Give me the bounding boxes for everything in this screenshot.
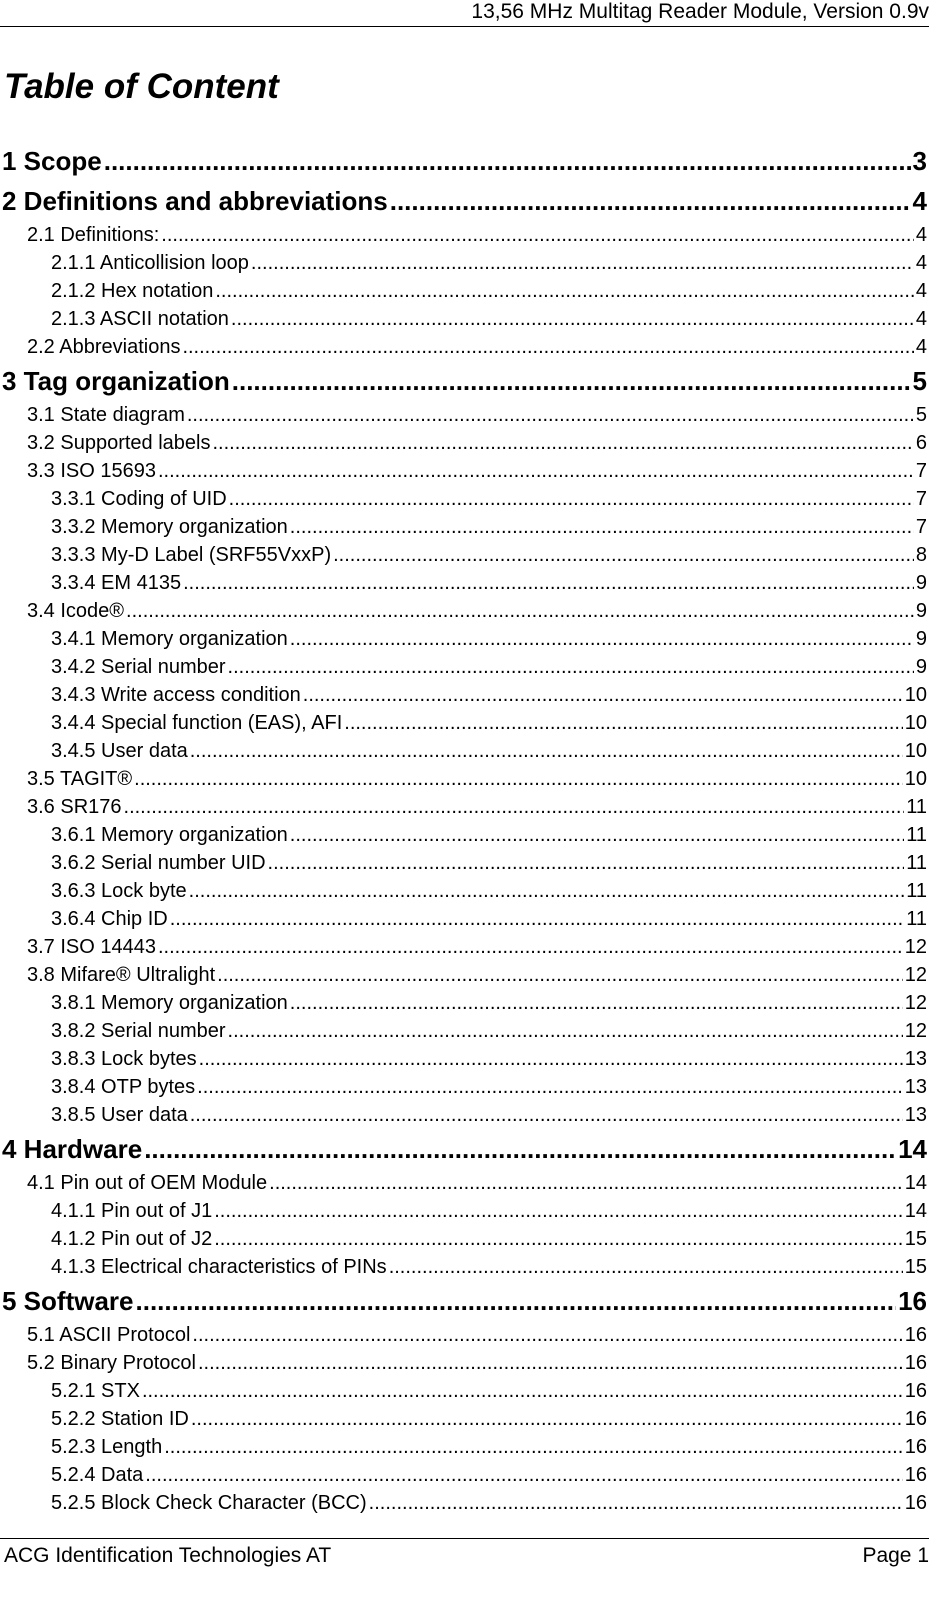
toc-entry[interactable] [0,362,927,402]
toc-entry-title: 5.2.3 Length [51,1436,163,1458]
toc-entry-title: 3.3.4 EM 4135 [51,572,182,594]
toc-dot-leader [182,334,913,361]
toc-entry-page-number: 9 [915,656,927,678]
toc-entry-page-number: 5 [915,404,927,426]
toc-entry-page-number: 10 [904,768,927,790]
toc-entry-title: 2 Definitions and abbreviations [2,186,388,216]
toc-dot-leader [190,1102,903,1129]
toc-entry-title: 5.2 Binary Protocol [27,1352,196,1374]
toc-dot-leader [268,850,905,877]
toc-entry-title: 3.8.4 OTP bytes [51,1076,196,1098]
toc-entry[interactable] [0,682,927,710]
toc-entry[interactable] [0,1130,927,1170]
toc-dot-leader [190,738,903,765]
toc-dot-leader [183,570,914,597]
toc-entry-title: 3.8.1 Memory organization [51,992,288,1014]
toc-dot-leader [290,822,904,849]
toc-entry-page-number: 13 [904,1048,927,1070]
toc-entry-page-number: 9 [915,628,927,650]
toc-dot-leader [217,962,903,989]
toc-dot-leader [191,1406,903,1433]
toc-entry[interactable] [0,1046,927,1074]
toc-entry[interactable] [0,1490,927,1518]
toc-dot-leader [187,402,914,429]
toc-entry-page-number: 16 [904,1464,927,1486]
toc-entry[interactable] [0,1198,927,1226]
toc-entry[interactable] [0,906,927,934]
toc-entry-page-number: 4 [915,336,927,358]
toc-entry-page-number: 14 [898,1134,927,1164]
toc-entry-title: 3.3.1 Coding of UID [51,488,227,510]
toc-entry-title: 4.1 Pin out of OEM Module [27,1172,268,1194]
toc-entry-page-number: 15 [904,1256,927,1278]
toc-entry-title: 3.6 SR176 [27,796,122,818]
toc-entry-page-number: 16 [904,1352,927,1374]
toc-entry[interactable] [0,1434,927,1462]
toc-dot-leader [197,1074,903,1101]
toc-entry[interactable] [0,738,927,766]
toc-entry-page-number: 4 [915,280,927,302]
toc-dot-leader [192,1322,902,1349]
toc-entry[interactable] [0,878,927,906]
toc-entry[interactable] [0,1226,927,1254]
toc-entry-title: 2.1.1 Anticollision loop [51,252,249,274]
toc-entry-page-number: 12 [904,992,927,1014]
toc-entry[interactable] [0,794,927,822]
toc-entry[interactable] [0,1462,927,1490]
toc-entry-page-number: 7 [915,488,927,510]
toc-dot-leader [290,990,903,1017]
toc-dot-leader [161,222,914,249]
toc-entry-title: 1 Scope [2,146,102,176]
toc-entry-page-number: 7 [915,460,927,482]
page-title: Table of Content [4,67,279,106]
toc-entry[interactable] [0,962,927,990]
toc-entry-title: 3.4.2 Serial number [51,656,226,678]
toc-entry-title: 3.5 TAGIT® [27,768,133,790]
toc-entry-title: 3.3.3 My-D Label (SRF55VxxP) [51,544,332,566]
toc-entry-page-number: 16 [904,1436,927,1458]
toc-dot-leader [390,182,911,220]
toc-entry[interactable] [0,626,927,654]
toc-entry-page-number: 9 [915,572,927,594]
toc-dot-leader [214,1226,903,1253]
toc-dot-leader [369,1490,903,1517]
toc-dot-leader [145,1462,902,1489]
toc-entry-title: 3.4.4 Special function (EAS), AFI [51,712,343,734]
toc-entry-title: 3.8.5 User data [51,1104,188,1126]
toc-entry-page-number: 11 [906,880,927,902]
toc-entry-page-number: 3 [912,146,927,176]
footer-page-number: Page 1 [862,1544,929,1567]
toc-entry-page-number: 13 [904,1076,927,1098]
toc-entry[interactable] [0,1406,927,1434]
toc-entry-title: 2.2 Abbreviations [27,336,181,358]
toc-entry-page-number: 16 [904,1408,927,1430]
toc-entry-title: 3.3 ISO 15693 [27,460,156,482]
toc-entry-page-number: 10 [904,712,927,734]
toc-entry[interactable] [0,402,927,430]
toc-dot-leader [198,1350,903,1377]
toc-dot-leader [158,458,914,485]
toc-entry-title: 2.1.2 Hex notation [51,280,214,302]
toc-entry-title: 3.4.3 Write access condition [51,684,301,706]
toc-dot-leader [214,1198,903,1225]
toc-entry[interactable] [0,1350,927,1378]
toc-entry[interactable] [0,934,927,962]
toc-dot-leader [290,626,914,653]
toc-entry[interactable] [0,1254,927,1282]
toc-dot-leader [134,766,903,793]
toc-entry-page-number: 12 [904,964,927,986]
toc-entry-page-number: 6 [915,432,927,454]
toc-entry[interactable] [0,1018,927,1046]
toc-entry[interactable] [0,334,927,362]
toc-entry[interactable] [0,486,927,514]
toc-dot-leader [136,1282,897,1320]
toc-entry[interactable] [0,1322,927,1350]
toc-dot-leader [164,1434,903,1461]
toc-dot-leader [170,906,905,933]
page-header [0,0,929,27]
toc-dot-leader [333,542,914,569]
toc-entry-page-number: 14 [904,1200,927,1222]
toc-entry-page-number: 16 [904,1492,927,1514]
toc-dot-leader [228,1018,903,1045]
toc-entry[interactable] [0,570,927,598]
toc-entry-page-number: 13 [904,1104,927,1126]
toc-dot-leader [232,362,911,400]
toc-entry-page-number: 10 [904,740,927,762]
table-of-contents [0,142,927,1518]
toc-entry-page-number: 11 [906,908,927,930]
toc-entry-title: 3.4 Icode® [27,600,125,622]
toc-entry-page-number: 11 [906,852,927,874]
toc-entry-title: 5.2.5 Block Check Character (BCC) [51,1492,367,1514]
toc-entry-page-number: 12 [904,1020,927,1042]
toc-entry-page-number: 11 [906,796,927,818]
toc-entry[interactable] [0,250,927,278]
toc-entry[interactable] [0,1170,927,1198]
toc-entry-page-number: 4 [912,186,927,216]
toc-dot-leader [189,878,905,905]
toc-entry-title: 5.2.4 Data [51,1464,144,1486]
toc-entry-title: 5.2.1 STX [51,1380,140,1402]
toc-entry[interactable] [0,222,927,250]
toc-dot-leader [251,250,914,277]
toc-entry-page-number: 15 [904,1228,927,1250]
toc-entry-title: 3.6.1 Memory organization [51,824,288,846]
toc-entry-title: 3.6.4 Chip ID [51,908,168,930]
toc-entry[interactable] [0,850,927,878]
toc-dot-leader [344,710,902,737]
toc-entry[interactable] [0,766,927,794]
toc-dot-leader [142,1378,903,1405]
toc-entry-title: 4.1.3 Electrical characteristics of PINs [51,1256,387,1278]
toc-entry-page-number: 4 [915,252,927,274]
toc-dot-leader [269,1170,903,1197]
toc-entry-title: 3.8.3 Lock bytes [51,1048,197,1070]
toc-entry-title: 4.1.1 Pin out of J1 [51,1200,213,1222]
toc-entry-page-number: 16 [904,1324,927,1346]
toc-entry[interactable] [0,306,927,334]
toc-entry[interactable] [0,822,927,850]
toc-entry[interactable] [0,654,927,682]
toc-entry-page-number: 5 [912,366,927,396]
toc-entry[interactable] [0,430,927,458]
toc-entry-title: 4 Hardware [2,1134,143,1164]
toc-entry-page-number: 8 [915,544,927,566]
toc-entry-page-number: 14 [904,1172,927,1194]
toc-entry-title: 3.6.2 Serial number UID [51,852,266,874]
toc-entry-page-number: 16 [904,1380,927,1402]
toc-dot-leader [104,142,911,180]
toc-entry[interactable] [0,142,927,182]
toc-entry-title: 5 Software [2,1286,134,1316]
toc-dot-leader [212,430,913,457]
toc-entry[interactable] [0,1074,927,1102]
toc-entry[interactable] [0,182,927,222]
toc-entry-title: 3.1 State diagram [27,404,185,426]
toc-entry-title: 3.3.2 Memory organization [51,516,288,538]
toc-entry[interactable] [0,710,927,738]
toc-entry[interactable] [0,598,927,626]
toc-entry[interactable] [0,458,927,486]
toc-entry[interactable] [0,1378,927,1406]
toc-dot-leader [158,934,903,961]
toc-entry[interactable] [0,542,927,570]
toc-dot-leader [144,1130,896,1168]
toc-entry-page-number: 9 [915,600,927,622]
toc-entry-title: 2.1.3 ASCII notation [51,308,229,330]
toc-entry-title: 2.1 Definitions: [27,224,160,246]
toc-entry[interactable] [0,514,927,542]
toc-dot-leader [199,1046,903,1073]
toc-entry-page-number: 12 [904,936,927,958]
toc-dot-leader [126,598,914,625]
toc-entry-title: 3.8.2 Serial number [51,1020,226,1042]
page-footer [0,1538,929,1571]
header-text: 13,56 MHz Multitag Reader Module, Version 0.9v [471,0,929,23]
toc-entry-page-number: 4 [915,308,927,330]
toc-dot-leader [231,306,914,333]
toc-entry-page-number: 16 [898,1286,927,1316]
toc-entry-title: 3.2 Supported labels [27,432,211,454]
toc-entry-page-number: 4 [915,224,927,246]
toc-entry-page-number: 7 [915,516,927,538]
toc-dot-leader [290,514,914,541]
toc-entry-title: 5.1 ASCII Protocol [27,1324,191,1346]
toc-entry-page-number: 10 [904,684,927,706]
toc-entry-page-number: 11 [906,824,927,846]
toc-dot-leader [389,1254,903,1281]
toc-entry-title: 3.4.1 Memory organization [51,628,288,650]
toc-entry-title: 4.1.2 Pin out of J2 [51,1228,213,1250]
toc-dot-leader [215,278,914,305]
toc-entry-title: 3 Tag organization [2,366,230,396]
toc-dot-leader [228,654,914,681]
toc-entry[interactable] [0,1282,927,1322]
toc-entry[interactable] [0,1102,927,1130]
toc-dot-leader [229,486,914,513]
toc-entry-title: 3.8 Mifare® Ultralight [27,964,216,986]
footer-company: ACG Identification Technologies AT [4,1544,332,1567]
toc-entry-title: 5.2.2 Station ID [51,1408,189,1430]
toc-dot-leader [124,794,905,821]
toc-entry-title: 3.7 ISO 14443 [27,936,156,958]
toc-entry[interactable] [0,278,927,306]
toc-entry-title: 3.6.3 Lock byte [51,880,187,902]
toc-entry-title: 3.4.5 User data [51,740,188,762]
toc-entry[interactable] [0,990,927,1018]
toc-dot-leader [303,682,903,709]
